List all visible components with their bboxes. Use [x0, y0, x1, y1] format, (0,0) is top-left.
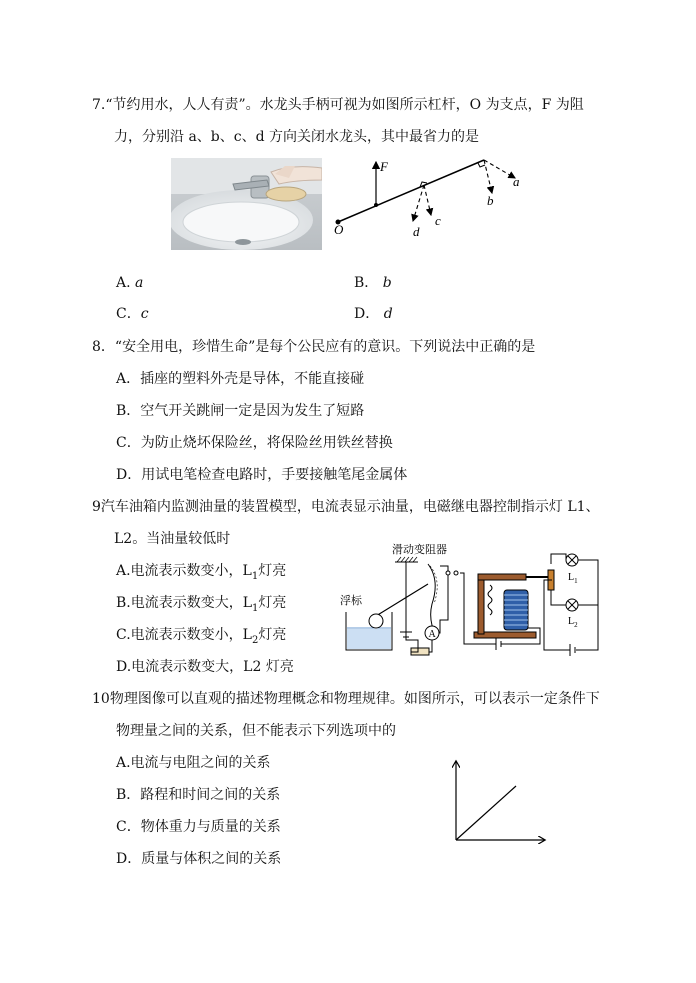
q10-option-b[interactable]: B．路程和时间之间的关系	[116, 787, 281, 803]
q8-stem: 8．“安全用电，珍惜生命”是每个公民应有的意识。下列说法中正确的是	[92, 339, 536, 355]
direction-b-arrow	[484, 160, 492, 193]
label-a: a	[513, 174, 520, 189]
relay-circuit-diagram	[340, 540, 602, 662]
label-d: d	[413, 224, 420, 238]
q10-option-a[interactable]: A.电流与电阻之间的关系	[116, 755, 271, 771]
q7-option-d[interactable]: D． d	[354, 306, 393, 322]
q8-option-c[interactable]: C．为防止烧坏保险丝，将保险丝用铁丝替换	[116, 435, 393, 451]
label-f: F	[380, 159, 388, 174]
q10-stem-line2: 物理量之间的关系，但不能表示下列选项中的	[116, 723, 396, 739]
q9-stem-line2: L2。当油量较低时	[114, 531, 231, 547]
lamp-l2-label: $L_2$	[568, 616, 578, 629]
q7-option-a[interactable]: A. a	[116, 275, 144, 291]
q7-option-b[interactable]: B． b	[354, 275, 392, 291]
q10-stem-line1: 10物理图像可以直观的描述物理概念和物理规律。如图所示，可以表示一定条件下	[92, 691, 600, 707]
label-b: b	[487, 193, 494, 208]
label-c: c	[435, 213, 441, 228]
q9-option-b[interactable]: B.电流表示数变大，$L_1$灯亮	[116, 595, 287, 614]
q7-option-c[interactable]: C．c	[116, 306, 149, 322]
proportional-line	[456, 786, 516, 840]
float-label: 浮标	[340, 595, 362, 607]
q8-option-d[interactable]: D．用试电笔检查电路时，手要接触笔尾金属体	[116, 467, 408, 483]
q9-option-d[interactable]: D.电流表示数变大，L2 灯亮	[116, 659, 294, 675]
lever-diagram	[332, 152, 532, 238]
q7-stem-line2: 力，分别沿 a、b、c、d 方向关闭水龙头，其中最省力的是	[114, 129, 480, 145]
q8-option-b[interactable]: B．空气开关跳闸一定是因为发生了短路	[116, 403, 365, 419]
q7-stem-line1: 7.“节约用水，人人有责”。水龙头手柄可视为如图所示杠杆，O 为支点，F 为阻	[92, 97, 584, 113]
q9-stem-line1: 9汽车油箱内监测油量的装置模型，电流表显示油量，电磁继电器控制指示灯 L1、	[92, 499, 600, 515]
q9-option-a[interactable]: A.电流表示数变小，$L_1$灯亮	[116, 563, 287, 582]
lever-bar	[338, 160, 484, 222]
q10-option-d[interactable]: D．质量与体积之间的关系	[116, 851, 282, 867]
lamp-l1-label: $L_1$	[568, 572, 578, 585]
ammeter-label: A	[428, 629, 436, 640]
q8-option-a[interactable]: A．插座的塑料外壳是导体，不能直接碰	[116, 371, 365, 387]
direction-d-arrow	[413, 185, 424, 221]
faucet-photo	[171, 158, 322, 250]
label-o: O	[334, 222, 344, 237]
q10-option-c[interactable]: C．物体重力与质量的关系	[116, 819, 281, 835]
q9-option-c[interactable]: C.电流表示数变小，$L_2$灯亮	[116, 627, 287, 646]
direction-a-arrow	[484, 160, 515, 178]
direction-c-arrow	[424, 185, 431, 215]
linear-graph	[446, 756, 550, 848]
rheostat-label: 滑动变阻器	[392, 544, 447, 556]
